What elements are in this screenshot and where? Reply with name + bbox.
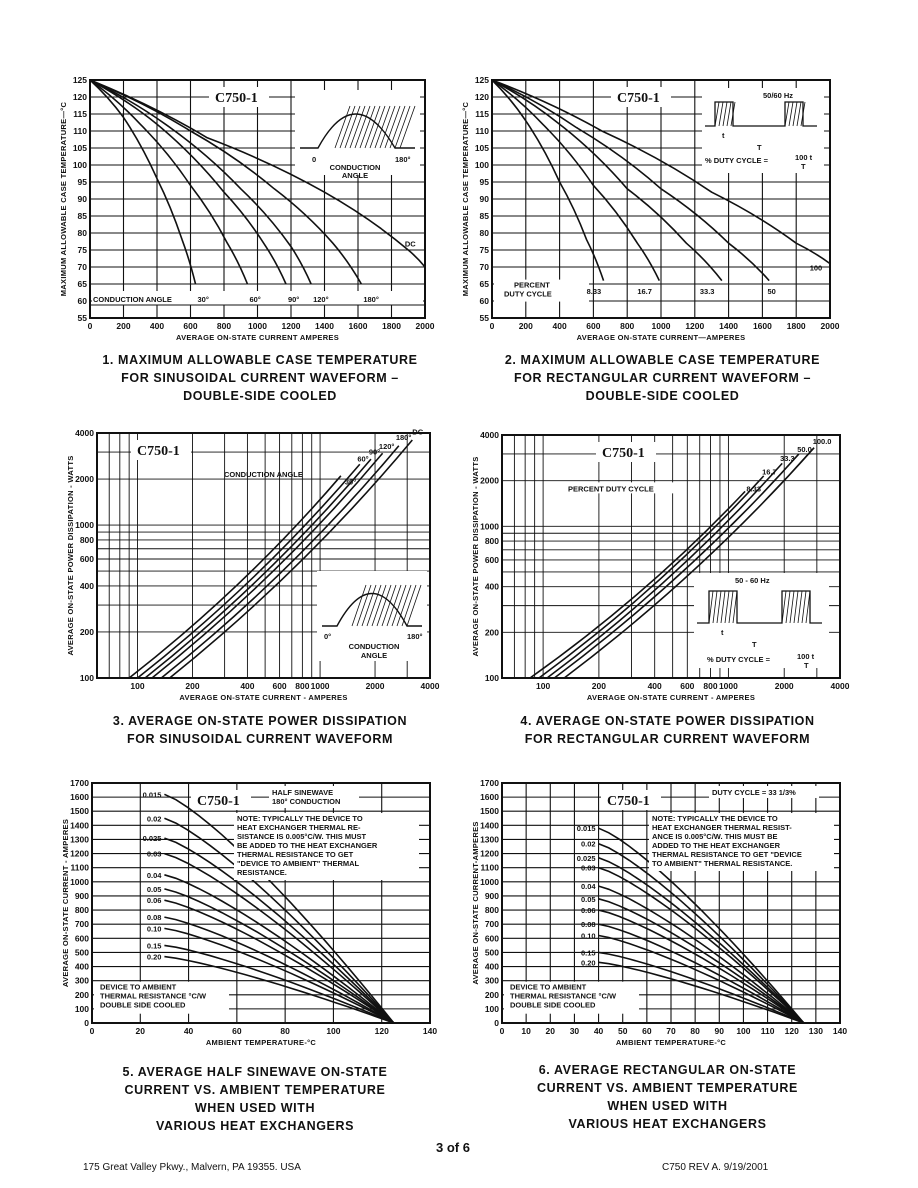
- c6-xtick-label: 110: [760, 1026, 775, 1036]
- c6-series-label: 0.05: [580, 894, 596, 904]
- c1-series-label: DC: [404, 239, 416, 249]
- c3-ytick-label: 400: [79, 580, 94, 591]
- c5-series-label: 0.025: [142, 834, 162, 844]
- c5-series-label: 0.20: [146, 952, 162, 962]
- c6-xtick-label: 30: [569, 1026, 580, 1036]
- c6-ytick-label: 0: [494, 1018, 499, 1028]
- c4-inset-t: t: [721, 628, 724, 637]
- c2-xtick-label: 400: [552, 321, 567, 331]
- c4-xtick-label: 600: [680, 681, 695, 691]
- c2-ytick-label: 115: [475, 109, 489, 119]
- c6-series-label: 0.06: [580, 906, 596, 916]
- c2-inset-duty-label: % DUTY CYCLE =: [705, 156, 768, 165]
- c6-ytick-label: 1400: [480, 820, 499, 831]
- c6-note-line: NOTE: TYPICALLY THE DEVICE TO: [652, 814, 778, 823]
- c2-ytick-label: 60: [479, 296, 489, 306]
- c2-series-label: 8.33: [586, 287, 602, 297]
- c3-svg: [55, 425, 445, 705]
- c6-ytick-label: 1600: [480, 792, 499, 803]
- c1-inset-right: 180°: [395, 155, 411, 164]
- c2-ytick-label: 85: [479, 211, 489, 221]
- c2-xtick-label: 1400: [719, 321, 739, 331]
- caption-4-line-1: 4. AVERAGE ON-STATE POWER DISSIPATION: [520, 714, 815, 728]
- c4-svg: [460, 425, 850, 705]
- c4-series-label: 50.0: [797, 444, 812, 454]
- c5-header2: 180° CONDUCTION: [272, 797, 341, 806]
- c1-series-label: 30°: [197, 295, 209, 304]
- c2-ytick-label: 95: [479, 177, 489, 187]
- c1-xtick-label: 800: [216, 321, 232, 331]
- c6-xtick-label: 70: [666, 1026, 676, 1036]
- c1-ytick-label: 55: [77, 313, 87, 323]
- c5-ytick-label: 1700: [70, 778, 89, 788]
- c6-xtick-label: 80: [690, 1026, 700, 1036]
- c5-series-label: 0.08: [146, 913, 162, 923]
- c6-ytick-label: 400: [484, 961, 499, 972]
- c3-series-label: 120°: [378, 441, 395, 451]
- c5-ytick-label: 500: [74, 947, 89, 958]
- c1-ytick-label: 85: [77, 211, 87, 221]
- c5-ytick-label: 1400: [70, 820, 89, 831]
- c6-series-label: 0.15: [580, 948, 596, 958]
- c5-ytick-label: 900: [74, 890, 89, 901]
- caption-2: [460, 351, 865, 405]
- c6-ytick-label: 1700: [480, 778, 499, 788]
- c6-xtick-label: 0: [499, 1026, 505, 1036]
- c1-series-label: 180°: [363, 295, 379, 304]
- c6-note-line: HEAT EXCHANGER THERMAL RESIST-: [652, 823, 792, 832]
- c6-legend-text3: DOUBLE SIDE COOLED: [510, 1000, 596, 1010]
- c4-ytick-label: 400: [484, 581, 499, 592]
- c6-note-line: ANCE IS 0.005°C/W. THIS MUST BE: [652, 832, 778, 841]
- c6-ytick-label: 1100: [480, 862, 499, 873]
- caption-6-line-4: VARIOUS HEAT EXCHANGERS: [568, 1117, 767, 1131]
- footer-revision: C750 REV A. 9/19/2001: [662, 1162, 769, 1173]
- c3-xtick-label: 600: [272, 681, 287, 691]
- c2-ylabel: MAXIMUM ALLOWABLE CASE TEMPERATURE—°C: [461, 101, 470, 297]
- c3-xlabel: AVERAGE ON-STATE CURRENT - AMPERES: [179, 693, 348, 702]
- c6-ytick-label: 900: [484, 890, 499, 901]
- c1-ytick-label: 125: [72, 75, 87, 85]
- c5-ytick-label: 600: [74, 933, 89, 944]
- c6-legend-text2: THERMAL RESISTANCE °C/W: [510, 991, 617, 1001]
- c1-ytick-label: 65: [77, 279, 87, 289]
- c2-xtick-label: 1200: [685, 321, 705, 331]
- c1-xtick-label: 1800: [382, 321, 401, 331]
- c3-ytick-label: 200: [79, 626, 94, 637]
- c1-svg: [60, 70, 440, 350]
- c2-svg: [460, 70, 845, 350]
- c4-xtick-label: 100: [536, 681, 551, 691]
- c6-ylabel: AVERAGE ON-STATE CURRENT-AMPERES: [471, 821, 480, 985]
- c2-xtick-label: 600: [586, 321, 601, 331]
- c3-ytick-label: 2000: [75, 474, 94, 485]
- c2-series-label: 100: [809, 263, 823, 273]
- c6-note-line: TO AMBIENT" THERMAL RESISTANCE.: [652, 859, 793, 868]
- c5-xtick-label: 140: [422, 1026, 438, 1036]
- caption-1-line-2: FOR SINUSOIDAL CURRENT WAVEFORM –: [121, 371, 399, 385]
- c4-inset-den: T: [804, 661, 809, 670]
- c2-xtick-label: 0: [489, 321, 495, 331]
- c3-inset-left: 0°: [324, 632, 332, 641]
- c4-series-label: 33.3: [780, 453, 795, 463]
- caption-6-line-3: WHEN USED WITH: [607, 1099, 728, 1113]
- c3-series-label: 30°: [344, 477, 357, 487]
- c5-xtick-label: 40: [183, 1026, 194, 1036]
- c2-xlabel: AVERAGE ON-STATE CURRENT—AMPERES: [576, 333, 746, 342]
- c1-xtick-label: 400: [149, 321, 165, 331]
- c3-ylabel: AVERAGE ON-STATE POWER DISSIPATION - WATTS: [66, 455, 75, 656]
- c2-ytick-label: 110: [475, 126, 489, 136]
- c2-ytick-label: 120: [474, 92, 489, 102]
- c2-ytick-label: 80: [479, 228, 489, 238]
- c3-ytick-label: 100: [79, 673, 94, 683]
- c2-xtick-label: 2000: [820, 321, 840, 331]
- c1-xtick-label: 1000: [248, 321, 267, 331]
- c1-ytick-label: 80: [77, 228, 87, 238]
- c2-legend-text2: DUTY CYCLE: [504, 289, 552, 299]
- c6-xtick-label: 140: [832, 1026, 848, 1036]
- c3-ytick-label: 4000: [75, 428, 94, 438]
- c1-ytick-label: 90: [77, 194, 87, 204]
- c1-ytick-label: 95: [77, 177, 87, 187]
- c5-xtick-label: 20: [135, 1026, 146, 1036]
- c3-xtick-label: 2000: [365, 681, 385, 691]
- c6-xtick-label: 40: [593, 1026, 604, 1036]
- c3-inset-right: 180°: [407, 632, 423, 641]
- c1-xtick-label: 0: [87, 321, 93, 331]
- c1-series-label: 90°: [287, 295, 300, 304]
- chart-half-sine-current-vs-ambient: [50, 775, 445, 1055]
- c3-series-label: 180°: [395, 432, 412, 442]
- c2-series-label: 50: [767, 287, 776, 297]
- caption-4: [465, 712, 870, 748]
- caption-1-line-3: DOUBLE-SIDE COOLED: [183, 389, 337, 403]
- c4-ytick-label: 800: [484, 536, 499, 547]
- c5-ytick-label: 1600: [70, 792, 89, 803]
- c3-inset-label2: ANGLE: [360, 651, 388, 660]
- c5-ytick-label: 300: [74, 975, 89, 986]
- c1-ytick-label: 100: [72, 160, 87, 170]
- c5-ytick-label: 1300: [70, 834, 89, 845]
- c2-xtick-label: 1000: [651, 321, 671, 331]
- c4-series-label: 100.0: [812, 436, 832, 446]
- caption-6-line-1: 6. AVERAGE RECTANGULAR ON-STATE: [538, 1063, 797, 1077]
- c4-inset-freq: 50 - 60 Hz: [735, 576, 770, 585]
- c6-ytick-label: 800: [484, 905, 499, 916]
- caption-5-line-1: 5. AVERAGE HALF SINEWAVE ON-STATE: [122, 1065, 388, 1079]
- c4-ytick-label: 1000: [480, 521, 499, 532]
- c6-ytick-label: 500: [484, 947, 499, 958]
- c4-ylabel: AVERAGE ON-STATE POWER DISSIPATION - WATTS: [471, 456, 480, 657]
- c5-ytick-label: 700: [74, 919, 89, 930]
- c6-ytick-label: 200: [484, 989, 499, 1000]
- c2-inset-den: T: [801, 162, 806, 171]
- c2-series-label: 16.7: [637, 287, 652, 297]
- c5-xlabel: AMBIENT TEMPERATURE-°C: [205, 1038, 317, 1047]
- c1-ytick-label: 110: [73, 126, 87, 136]
- c4-xtick-label: 400: [647, 681, 662, 691]
- c2-series-label: 33.3: [699, 287, 715, 297]
- c1-xtick-label: 600: [183, 321, 198, 331]
- c4-inset-duty-label: % DUTY CYCLE =: [707, 655, 770, 664]
- c4-series-label: 16.7: [762, 467, 777, 477]
- c6-legend-text: DEVICE TO AMBIENT: [510, 982, 587, 992]
- c6-note-line: THERMAL RESISTANCE TO GET "DEVICE: [652, 850, 802, 859]
- c5-ytick-label: 1200: [70, 848, 89, 859]
- c5-svg: [50, 775, 445, 1055]
- c5-series-label: 0.10: [146, 924, 162, 934]
- c6-xtick-label: 90: [714, 1026, 725, 1036]
- c4-xtick-label: 800: [703, 681, 718, 691]
- c2-ytick-label: 100: [474, 160, 489, 170]
- c3-title: C750-1: [137, 444, 180, 459]
- c6-series-label: 0.08: [580, 920, 596, 930]
- c2-inset-t: t: [722, 131, 725, 140]
- c6-xtick-label: 50: [617, 1026, 628, 1036]
- c5-legend-text: DEVICE TO AMBIENT: [100, 982, 177, 992]
- c1-xtick-label: 2000: [415, 321, 435, 331]
- c5-ytick-label: 0: [84, 1018, 89, 1028]
- caption-1: [60, 351, 460, 405]
- c1-xtick-label: 1400: [315, 321, 334, 331]
- c3-xtick-label: 400: [240, 681, 255, 691]
- chart-power-dissipation-sine: [55, 425, 445, 705]
- c6-header1: DUTY CYCLE = 33 1/3%: [712, 788, 796, 797]
- c4-inset-T: T: [752, 640, 757, 649]
- c6-xtick-label: 100: [736, 1026, 751, 1036]
- c6-ytick-label: 700: [484, 919, 499, 930]
- c6-ytick-label: 600: [484, 933, 499, 944]
- c1-xlabel: AVERAGE ON-STATE CURRENT AMPERES: [175, 333, 340, 342]
- c3-series-label: 60°: [357, 454, 369, 464]
- c6-series-label: 0.20: [580, 958, 596, 968]
- c6-series-label: 0.025: [576, 853, 596, 863]
- c3-ytick-label: 600: [79, 553, 94, 564]
- c5-note-line: NOTE: TYPICALLY THE DEVICE TO: [237, 814, 363, 823]
- c6-xtick-label: 60: [642, 1026, 652, 1036]
- c2-xtick-label: 1800: [786, 321, 806, 331]
- c5-ylabel: AVERAGE ON-STATE CURRENT - AMPERES: [61, 818, 70, 988]
- c6-ytick-label: 1000: [480, 876, 499, 887]
- c1-xtick-label: 1600: [348, 321, 368, 331]
- c3-xtick-label: 4000: [420, 681, 440, 691]
- c6-ytick-label: 100: [484, 1003, 499, 1014]
- c5-legend-text3: DOUBLE SIDE COOLED: [100, 1000, 186, 1010]
- c2-ytick-label: 125: [474, 75, 489, 85]
- caption-3-line-1: 3. AVERAGE ON-STATE POWER DISSIPATION: [112, 714, 408, 728]
- c6-ytick-label: 1500: [480, 806, 499, 817]
- chart-rect-current-vs-ambient: [460, 775, 855, 1055]
- c4-ytick-label: 600: [484, 554, 499, 565]
- c5-xtick-label: 0: [89, 1026, 95, 1036]
- c1-inset-left: 0: [312, 155, 317, 164]
- c2-ytick-label: 55: [479, 313, 489, 323]
- c5-note-line: "DEVICE TO AMBIENT" THERMAL: [237, 859, 360, 868]
- caption-3-line-2: FOR SINUSOIDAL CURRENT WAVEFORM: [126, 732, 394, 746]
- c5-series-label: 0.015: [142, 790, 162, 800]
- c5-ytick-label: 400: [74, 961, 89, 972]
- c1-ytick-label: 115: [73, 109, 87, 119]
- c5-ytick-label: 800: [74, 905, 89, 916]
- c1-ylabel: MAXIMUM ALLOWABLE CASE TEMPERATURE—°C: [59, 101, 68, 297]
- caption-5-line-3: WHEN USED WITH: [194, 1101, 316, 1115]
- caption-4-line-2: FOR RECTANGULAR CURRENT WAVEFORM: [524, 732, 811, 746]
- c5-header1: HALF SINEWAVE: [272, 788, 334, 797]
- c4-ytick-label: 100: [484, 673, 499, 683]
- c1-ytick-label: 60: [77, 296, 87, 306]
- caption-5: [55, 1063, 455, 1135]
- c1-ytick-label: 70: [77, 262, 87, 272]
- c3-xtick-label: 800: [295, 681, 310, 691]
- c4-xtick-label: 4000: [830, 681, 850, 691]
- c4-xtick-label: 2000: [774, 681, 794, 691]
- c2-title: C750-1: [617, 91, 660, 106]
- c5-ytick-label: 200: [74, 989, 89, 1000]
- c6-ytick-label: 1300: [480, 834, 499, 845]
- c5-series-label: 0.15: [146, 941, 162, 951]
- c2-xtick-label: 1600: [752, 321, 772, 331]
- c2-ytick-label: 105: [474, 143, 489, 153]
- c6-xlabel: AMBIENT TEMPERATURE-°C: [615, 1038, 727, 1047]
- c6-series-label: 0.015: [576, 824, 596, 834]
- c4-inset-num: 100 t: [797, 652, 815, 661]
- c3-series-label: DC: [412, 427, 424, 437]
- page-number: 3 of 6: [436, 1140, 470, 1155]
- c6-series-label: 0.04: [580, 882, 596, 892]
- chart-power-dissipation-rect: [460, 425, 850, 705]
- c5-series-label: 0.05: [146, 884, 162, 894]
- c5-ytick-label: 1000: [70, 876, 89, 887]
- caption-2-line-1: 2. MAXIMUM ALLOWABLE CASE TEMPERATURE: [504, 353, 821, 367]
- c6-ytick-label: 1200: [480, 848, 499, 859]
- c5-note-line: HEAT EXCHANGER THERMAL RE-: [237, 823, 361, 832]
- c4-legend-text: PERCENT DUTY CYCLE: [568, 484, 654, 494]
- c1-series-label: 120°: [313, 295, 329, 304]
- c5-note-line: SISTANCE IS 0.005°C/W. THIS MUST: [237, 832, 367, 841]
- caption-5-line-4: VARIOUS HEAT EXCHANGERS: [155, 1119, 355, 1133]
- c1-xtick-label: 1200: [281, 321, 301, 331]
- c1-ytick-label: 105: [72, 143, 87, 153]
- c5-series-label: 0.04: [146, 870, 162, 880]
- c2-xtick-label: 800: [620, 321, 635, 331]
- caption-2-line-2: FOR RECTANGULAR CURRENT WAVEFORM –: [513, 371, 811, 385]
- c5-note-line: BE ADDED TO THE HEAT EXCHANGER: [237, 841, 378, 850]
- c5-ytick-label: 100: [74, 1003, 89, 1014]
- c2-ytick-label: 65: [479, 279, 489, 289]
- c6-series-label: 0.02: [580, 839, 596, 849]
- c6-svg: [460, 775, 855, 1055]
- c3-xtick-label: 100: [130, 681, 145, 691]
- c3-inset-label1: CONDUCTION: [348, 642, 400, 651]
- c2-inset-freq: 50/60 Hz: [763, 91, 794, 100]
- c5-note-line: RESISTANCE.: [237, 868, 287, 877]
- chart-max-case-temp-rect: [460, 70, 845, 350]
- c6-ytick-label: 300: [484, 975, 499, 986]
- c2-legend-text: PERCENT: [514, 280, 550, 290]
- c6-xtick-label: 130: [808, 1026, 823, 1036]
- c5-series-label: 0.03: [146, 849, 162, 859]
- c3-ytick-label: 800: [79, 534, 94, 545]
- chart-max-case-temp-sine: [60, 70, 440, 350]
- c1-ytick-label: 75: [77, 245, 87, 255]
- c4-ytick-label: 200: [484, 627, 499, 638]
- c5-series-label: 0.06: [146, 896, 162, 906]
- c2-ytick-label: 90: [479, 194, 489, 204]
- c3-series-label: 90°: [368, 447, 381, 457]
- caption-6: [465, 1061, 870, 1133]
- c1-ytick-label: 120: [72, 92, 87, 102]
- footer-address: 175 Great Valley Pkwy., Malvern, PA 19355. USA: [83, 1162, 301, 1173]
- c3-legend-text: CONDUCTION ANGLE: [224, 470, 303, 479]
- c1-title: C750-1: [215, 91, 258, 106]
- c6-note-line: ADDED TO THE HEAT EXCHANGER: [652, 841, 781, 850]
- c6-xtick-label: 10: [521, 1026, 531, 1036]
- caption-1-line-1: 1. MAXIMUM ALLOWABLE CASE TEMPERATURE: [102, 353, 418, 367]
- c3-xtick-label: 200: [185, 681, 200, 691]
- c5-ytick-label: 1100: [70, 862, 89, 873]
- c2-ytick-label: 70: [479, 262, 489, 272]
- c2-ytick-label: 75: [479, 245, 489, 255]
- caption-2-line-3: DOUBLE-SIDE COOLED: [585, 389, 740, 403]
- c5-xtick-label: 120: [374, 1026, 389, 1036]
- c2-xtick-label: 200: [518, 321, 533, 331]
- c3-ytick-label: 1000: [75, 520, 94, 531]
- c1-xtick-label: 200: [116, 321, 131, 331]
- c3-series-line: [129, 476, 341, 678]
- c6-title: C750-1: [607, 794, 650, 809]
- c1-inset-label2: ANGLE: [341, 171, 369, 180]
- c2-inset-T: T: [757, 143, 762, 152]
- c4-xtick-label: 1000: [718, 681, 738, 691]
- c4-ytick-label: 4000: [480, 430, 499, 440]
- c6-series-label: 0.03: [580, 863, 596, 873]
- c1-series-label: 60°: [249, 295, 261, 304]
- c5-title: C750-1: [197, 794, 240, 809]
- c1-legend-text: CONDUCTION ANGLE: [93, 295, 172, 304]
- caption-6-line-2: CURRENT VS. AMBIENT TEMPERATURE: [537, 1081, 798, 1095]
- c4-title: C750-1: [602, 446, 645, 461]
- c5-xtick-label: 100: [326, 1026, 341, 1036]
- c4-xtick-label: 200: [591, 681, 606, 691]
- c4-ytick-label: 2000: [480, 475, 499, 486]
- c1-inset-label1: CONDUCTION: [329, 163, 381, 172]
- c5-legend-text2: THERMAL RESISTANCE °C/W: [100, 991, 207, 1001]
- c5-series-label: 0.02: [146, 814, 162, 824]
- c6-xtick-label: 120: [784, 1026, 799, 1036]
- c5-ytick-label: 1500: [70, 806, 89, 817]
- c5-xtick-label: 80: [280, 1026, 290, 1036]
- c4-xlabel: AVERAGE ON-STATE CURRENT - AMPERES: [586, 693, 756, 702]
- caption-3: [60, 712, 460, 748]
- c6-series-label: 0.10: [580, 931, 596, 941]
- caption-5-line-2: CURRENT VS. AMBIENT TEMPERATURE: [124, 1083, 386, 1097]
- c3-xtick-label: 1000: [310, 681, 330, 691]
- c5-xtick-label: 60: [232, 1026, 242, 1036]
- c5-note-line: THERMAL RESISTANCE TO GET: [237, 850, 354, 859]
- c2-inset-num: 100 t: [795, 153, 813, 162]
- c6-xtick-label: 20: [545, 1026, 556, 1036]
- c4-series-label: 8.33: [746, 484, 762, 494]
